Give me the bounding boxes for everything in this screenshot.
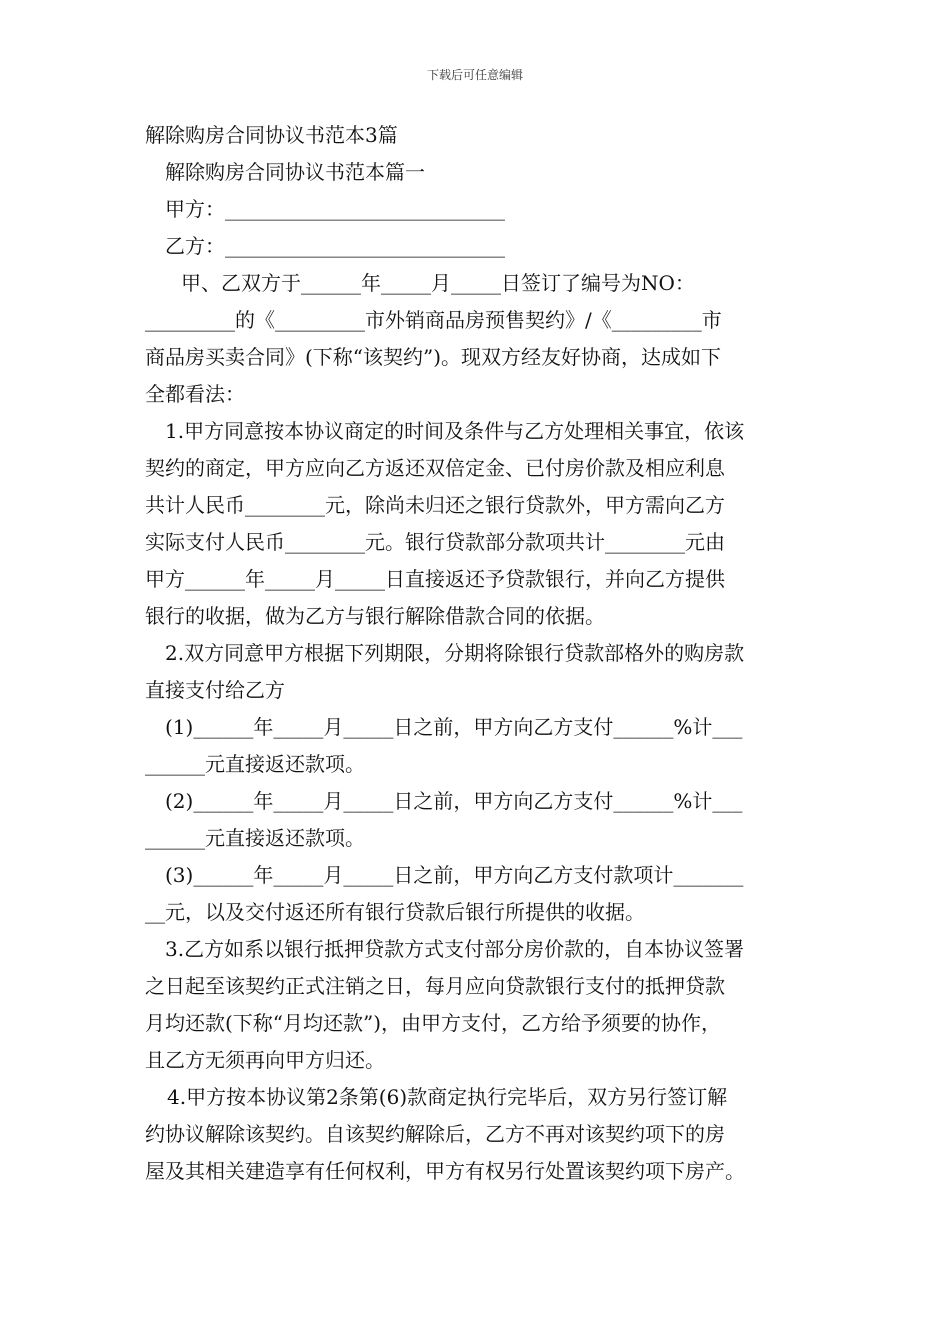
document-body bbox=[145, 117, 825, 1190]
clause-4-line: 屋及其相关建造享有任何权利，甲方有权另行处置该契约项下房产。 bbox=[145, 1159, 745, 1183]
page-header: 下载后可任意编辑 bbox=[426, 68, 523, 82]
party-b-line: 乙方：____________________________ bbox=[165, 234, 505, 258]
clause-3-line: 月均还款(下称“月均还款”)，由甲方支付，乙方给予须要的协作， bbox=[145, 1011, 722, 1035]
item-1-line: (1)______年_____月_____日之前，甲方向乙方支付______%计___ bbox=[165, 715, 743, 739]
item-3-line: (3)______年_____月_____日之前，甲方向乙方支付款项计_______ bbox=[165, 863, 744, 887]
item-2-line: ______元直接返还款项。 bbox=[145, 826, 365, 850]
clause-2-line: 2.双方同意甲方根据下列期限，分期将除银行贷款部格外的购房款 bbox=[165, 641, 745, 665]
document-title: 解除购房合同协议书范本3篇 bbox=[145, 123, 398, 147]
item-3-line: __元，以及交付返还所有银行贷款后银行所提供的收据。 bbox=[145, 900, 645, 924]
clause-3-line: 之日起至该契约正式注销之日，每月应向贷款银行支付的抵押贷款 bbox=[145, 974, 725, 998]
section-title: 解除购房合同协议书范本篇一 bbox=[165, 160, 425, 184]
clause-3-line: 且乙方无须再向甲方归还。 bbox=[145, 1048, 385, 1072]
clause-1-line: 银行的收据，做为乙方与银行解除借款合同的依据。 bbox=[145, 604, 605, 628]
clause-1-line: 1.甲方同意按本协议商定的时间及条件与乙方处理相关事宜，依该 bbox=[165, 419, 745, 443]
intro-line: 甲、乙双方于______年_____月_____日签订了编号为NO： bbox=[181, 271, 695, 295]
clause-1-line: 共计人民币________元，除尚未归还之银行贷款外，甲方需向乙方 bbox=[145, 493, 725, 517]
item-2-line: (2)______年_____月_____日之前，甲方向乙方支付______%计___ bbox=[165, 789, 743, 813]
clause-4-line: 约协议解除该契约。自该契约解除后，乙方不再对该契约项下的房 bbox=[145, 1122, 725, 1146]
clause-3-line: 3.乙方如系以银行抵押贷款方式支付部分房价款的，自本协议签署 bbox=[165, 937, 745, 961]
clause-2-line: 直接支付给乙方 bbox=[145, 678, 285, 702]
item-1-line: ______元直接返还款项。 bbox=[145, 752, 365, 776]
intro-line: _________的《_________市外销商品房预售契约》/《_________市 bbox=[145, 308, 722, 332]
clause-1-line: 甲方______年_____月_____日直接返还予贷款银行，并向乙方提供 bbox=[145, 567, 725, 591]
clause-1-line: 契约的商定，甲方应向乙方返还双倍定金、已付房价款及相应利息 bbox=[145, 456, 725, 480]
intro-line: 全都看法： bbox=[145, 382, 245, 406]
party-a-line: 甲方：____________________________ bbox=[165, 197, 505, 221]
clause-4-line: 4.甲方按本协议第2条第(6)款商定执行完毕后，双方另行签订解 bbox=[167, 1085, 728, 1109]
clause-1-line: 实际支付人民币________元。银行贷款部分款项共计________元由 bbox=[145, 530, 725, 554]
intro-line: 商品房买卖合同》(下称“该契约”)。现双方经友好协商，达成如下 bbox=[145, 345, 722, 369]
